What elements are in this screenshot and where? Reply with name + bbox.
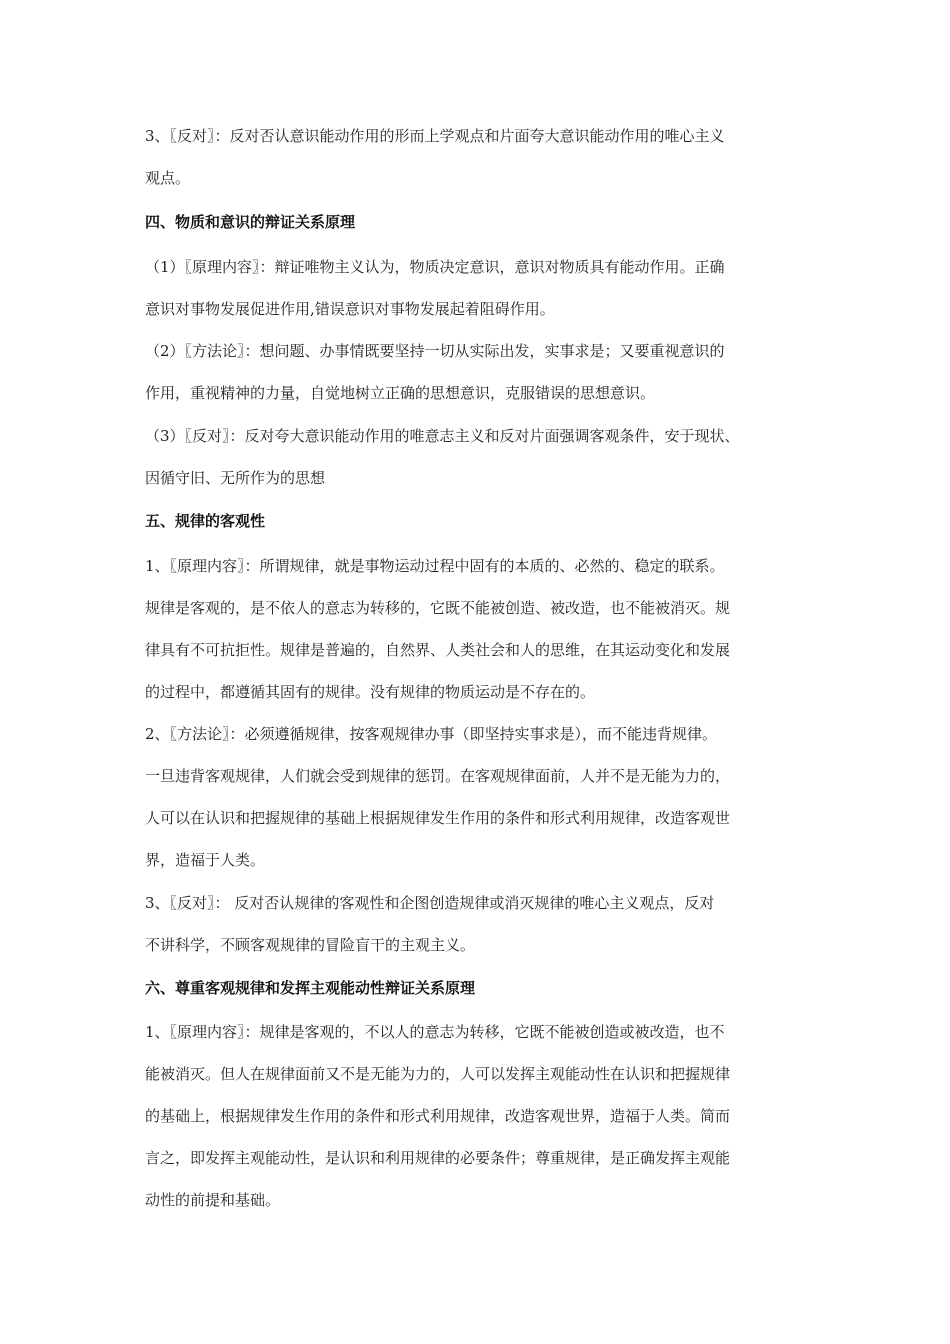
text-line: 界，造福于人类。 <box>145 851 266 869</box>
text-line: 2、〖方法论〗：必须遵循规律，按客观规律办事（即坚持实事求是），而不能违背规律。 <box>145 725 718 743</box>
text-line: 能被消灭。但人在规律面前又不是无能为力的，人可以发挥主观能动性在认识和把握规律 <box>145 1065 731 1083</box>
text-line: 律具有不可抗拒性。规律是普遍的，自然界、人类社会和人的思维，在其运动变化和发展 <box>145 641 731 659</box>
text-line: 3、〖反对〗： 反对否认规律的客观性和企图创造规律或消灭规律的唯心主义观点，反对 <box>145 894 715 912</box>
text-line: 意识对事物发展促进作用,错误意识对事物发展起着阻碍作用。 <box>145 300 555 318</box>
text-line: 人可以在认识和把握规律的基础上根据规律发生作用的条件和形式利用规律，改造客观世 <box>145 809 731 827</box>
text-line: 因循守旧、无所作为的思想 <box>145 469 326 487</box>
text-line: 不讲科学，不顾客观规律的冒险盲干的主观主义。 <box>145 936 476 954</box>
text-line: 动性的前提和基础。 <box>145 1191 281 1209</box>
text-line: 作用，重视精神的力量，自觉地树立正确的思想意识，克服错误的思想意识。 <box>145 384 656 402</box>
text-line: 的过程中，都遵循其固有的规律。没有规律的物质运动是不存在的。 <box>145 683 596 701</box>
text-line: 规律是客观的，是不依人的意志为转移的，它既不能被创造、被改造，也不能被消灭。规 <box>145 599 731 617</box>
text-line: 的基础上，根据规律发生作用的条件和形式利用规律，改造客观世界，造福于人类。简而 <box>145 1107 731 1125</box>
section-heading: 四、物质和意识的辩证关系原理 <box>145 213 356 231</box>
text-line: （3）〖反对〗：反对夸大意识能动作用的唯意志主义和反对片面强调客观条件，安于现状、 <box>145 427 740 445</box>
text-line: 言之，即发挥主观能动性，是认识和利用规律的必要条件；尊重规律，是正确发挥主观能 <box>145 1149 731 1167</box>
text-line: （2）〖方法论〗：想问题、办事情既要坚持一切从实际出发，实事求是；又要重视意识的 <box>145 342 725 360</box>
text-line: 观点。 <box>145 169 191 187</box>
section-heading: 六、尊重客观规律和发挥主观能动性辩证关系原理 <box>145 979 476 997</box>
text-line: 一旦违背客观规律，人们就会受到规律的惩罚。在客观规律面前，人并不是无能为力的， <box>145 767 731 785</box>
text-line: 3、〖反对〗：反对否认意识能动作用的形而上学观点和片面夸大意识能动作用的唯心主义 <box>145 127 725 145</box>
text-line: 1、〖原理内容〗：规律是客观的，不以人的意志为转移，它既不能被创造或被改造，也不 <box>145 1023 725 1041</box>
section-heading: 五、规律的客观性 <box>145 512 266 530</box>
text-line: （1）〖原理内容〗：辩证唯物主义认为，物质决定意识，意识对物质具有能动作用。正确 <box>145 258 725 276</box>
text-line: 1、〖原理内容〗：所谓规律，就是事物运动过程中固有的本质的、必然的、稳定的联系。 <box>145 557 725 575</box>
